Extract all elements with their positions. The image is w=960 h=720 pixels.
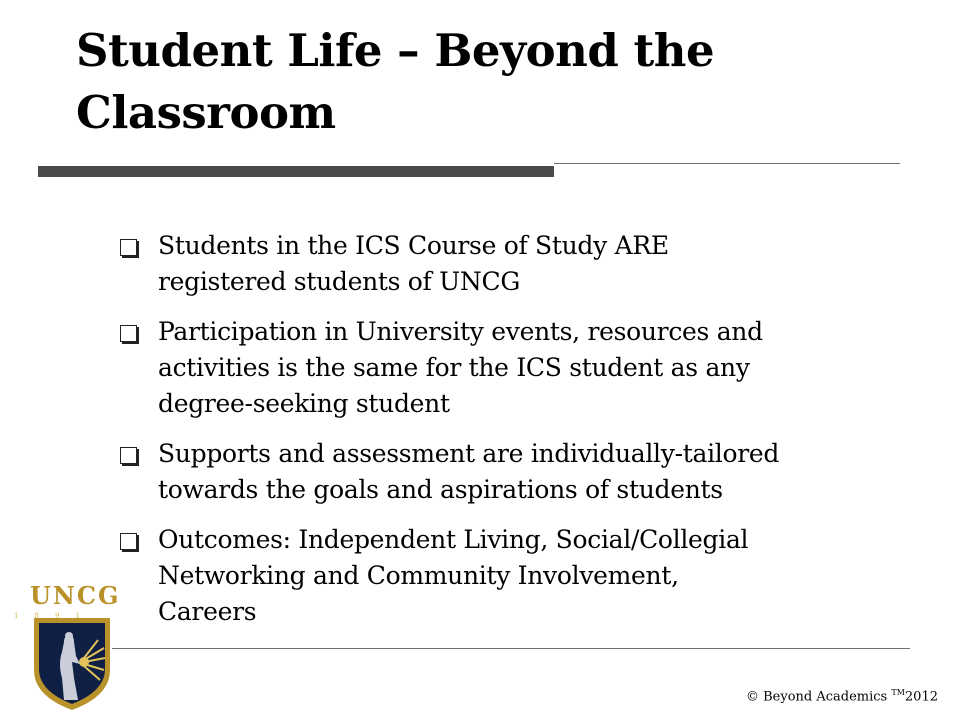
checkbox-bullet-icon: [120, 533, 137, 550]
slide-title: [76, 20, 906, 144]
shield-year-digit: 1: [75, 612, 80, 620]
bullet-line: Outcomes: Independent Living, Social/Collegial: [158, 525, 749, 554]
bullet-line: Students in the ICS Course of Study ARE: [158, 231, 669, 260]
copyright-notice: [746, 688, 938, 704]
bullet-list: [118, 228, 888, 644]
checkbox-bullet-icon: [120, 447, 137, 464]
title-underline-thin: [554, 163, 900, 164]
shield-year: [8, 612, 86, 620]
copyright-text: © Beyond Academics: [745, 689, 892, 705]
bullet-line: Participation in University events, resources and: [158, 317, 763, 346]
bullet-item: [118, 436, 888, 508]
trademark-mark: TM: [891, 688, 905, 697]
shield-year-digit: 1: [14, 612, 19, 620]
uncg-shield-icon: [32, 612, 112, 712]
checkbox-bullet-icon: [120, 325, 137, 342]
footer-divider: [112, 648, 910, 649]
bullet-line: degree-seeking student: [158, 389, 450, 418]
bullet-item: [118, 314, 888, 422]
title-line-1: Student Life – Beyond the: [76, 24, 715, 77]
checkbox-bullet-icon: [120, 239, 137, 256]
bullet-item: [118, 522, 888, 630]
bullet-line: Supports and assessment are individually-tailored: [158, 439, 780, 468]
copyright-year: 2012: [904, 689, 938, 705]
bullet-line: activities is the same for the ICS student as any: [158, 353, 750, 382]
bullet-line: Careers: [158, 597, 257, 626]
bullet-item: [118, 228, 888, 300]
uncg-logo-text: UNCG: [30, 581, 121, 610]
shield-year-digit: 8: [34, 612, 39, 620]
title-underline-thick: [38, 166, 554, 177]
bullet-line: Networking and Community Involvement,: [158, 561, 679, 590]
bullet-line: towards the goals and aspirations of students: [158, 475, 723, 504]
bullet-line: registered students of UNCG: [158, 267, 521, 296]
uncg-logo: [30, 581, 121, 714]
shield-year-digit: 9: [55, 612, 60, 620]
title-line-2: Classroom: [76, 86, 336, 139]
